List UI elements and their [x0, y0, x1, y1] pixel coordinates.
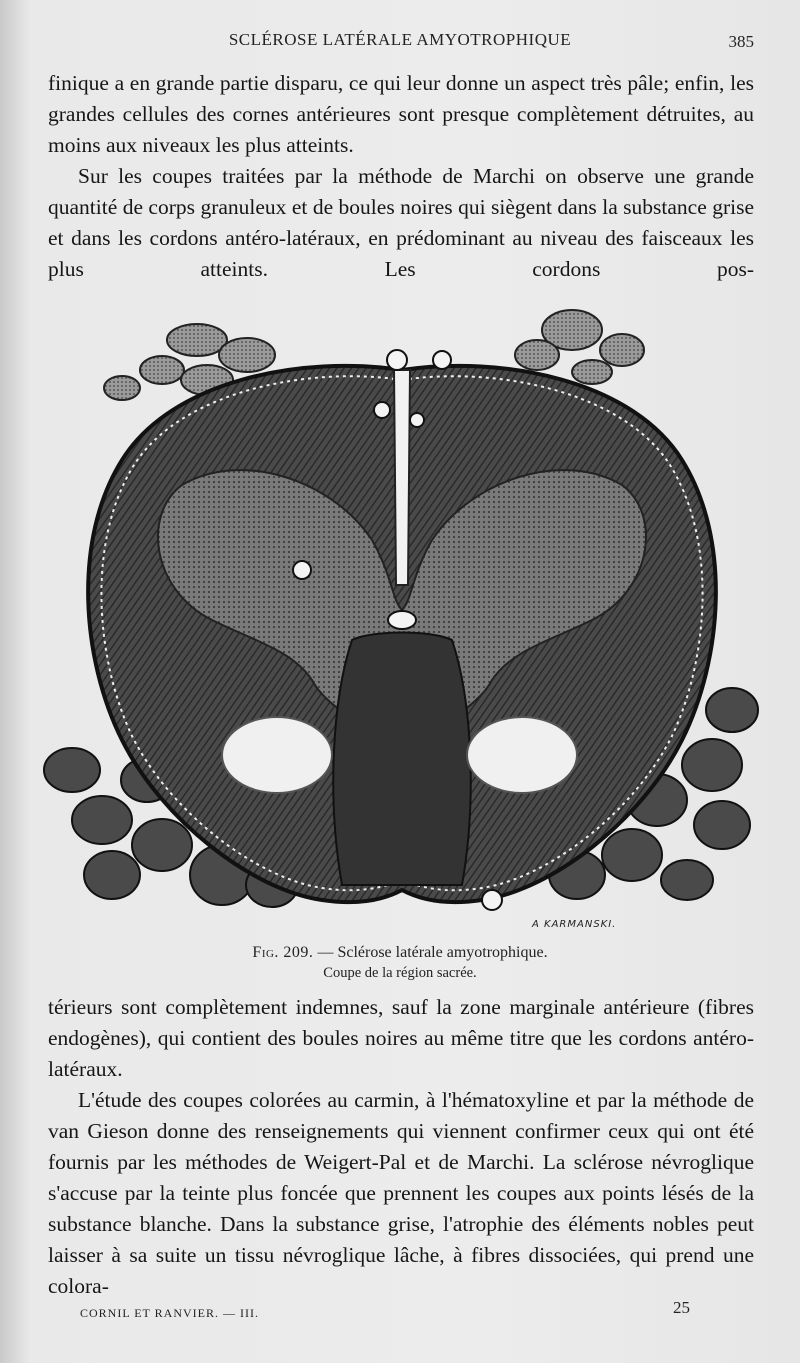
- running-title: SCLÉROSE LATÉRALE AMYOTROPHIQUE: [228, 30, 572, 49]
- central-canal: [388, 611, 416, 629]
- paragraph: L'étude des coupes colorées au carmin, à l'hématoxyline et par la méthode de van Gieson donne des renseignements qui viennent confirmer ceux qui ont été fournis par les méthodes de Weigert-Pal et de Marchi. La sclérose névroglique s'accuse par la teinte plus foncée que prennent les coupes aux points lésés de la substance blanche. Dans la substance grise, l'atrophie des éléments nobles peut laisser à sa suite un tissu névroglique lâche, à fibres dissociées, qui prend une colora-: [48, 1088, 754, 1298]
- anterior-median-fissure: [394, 370, 410, 585]
- paragraph: finique a en grande partie disparu, ce qui leur donne un aspect très pâle; enfin, les grandes cellules des cornes antérieures sont presque complètement détruites, au moins aux niveaux les plus atteints.: [48, 71, 754, 157]
- paragraph: Sur les coupes traitées par la méthode de Marchi on observe une grande quantité de corps granuleux et de boules noires qui siègent dans la substance grise et dans les cordons antéro-latéraux, en prédominant au niveau des faisceaux les plus atteints. Les cordons pos-: [48, 164, 754, 281]
- figure-spinal-cord-section: [32, 300, 772, 940]
- running-head: [0, 30, 800, 54]
- figure-title: — Sclérose latérale amyotrophique.: [317, 944, 548, 961]
- pale-area-right: [467, 717, 577, 793]
- figure-subtitle: Coupe de la région sacrée.: [323, 965, 477, 981]
- body-text-bottom: [48, 992, 754, 1302]
- posterior-columns: [333, 633, 470, 886]
- footer-signature-mark: CORNIL ET RANVIER. — III.: [80, 1306, 259, 1320]
- spinal-cord-illustration: [32, 300, 772, 940]
- page-number: 385: [728, 32, 754, 51]
- pale-area-left: [222, 717, 332, 793]
- paragraph: térieurs sont complètement indemnes, sauf la zone marginale antérieure (fibres endogènes), qui contient des boules noires au même titre que les cordons antéro-latéraux.: [48, 995, 754, 1081]
- figure-caption: [0, 942, 800, 984]
- engraver-signature: A KARMANSKI.: [532, 919, 617, 930]
- body-text-top: [48, 68, 754, 285]
- footer-gathering-number: 25: [673, 1298, 690, 1317]
- figure-label: Fig. 209.: [252, 944, 314, 961]
